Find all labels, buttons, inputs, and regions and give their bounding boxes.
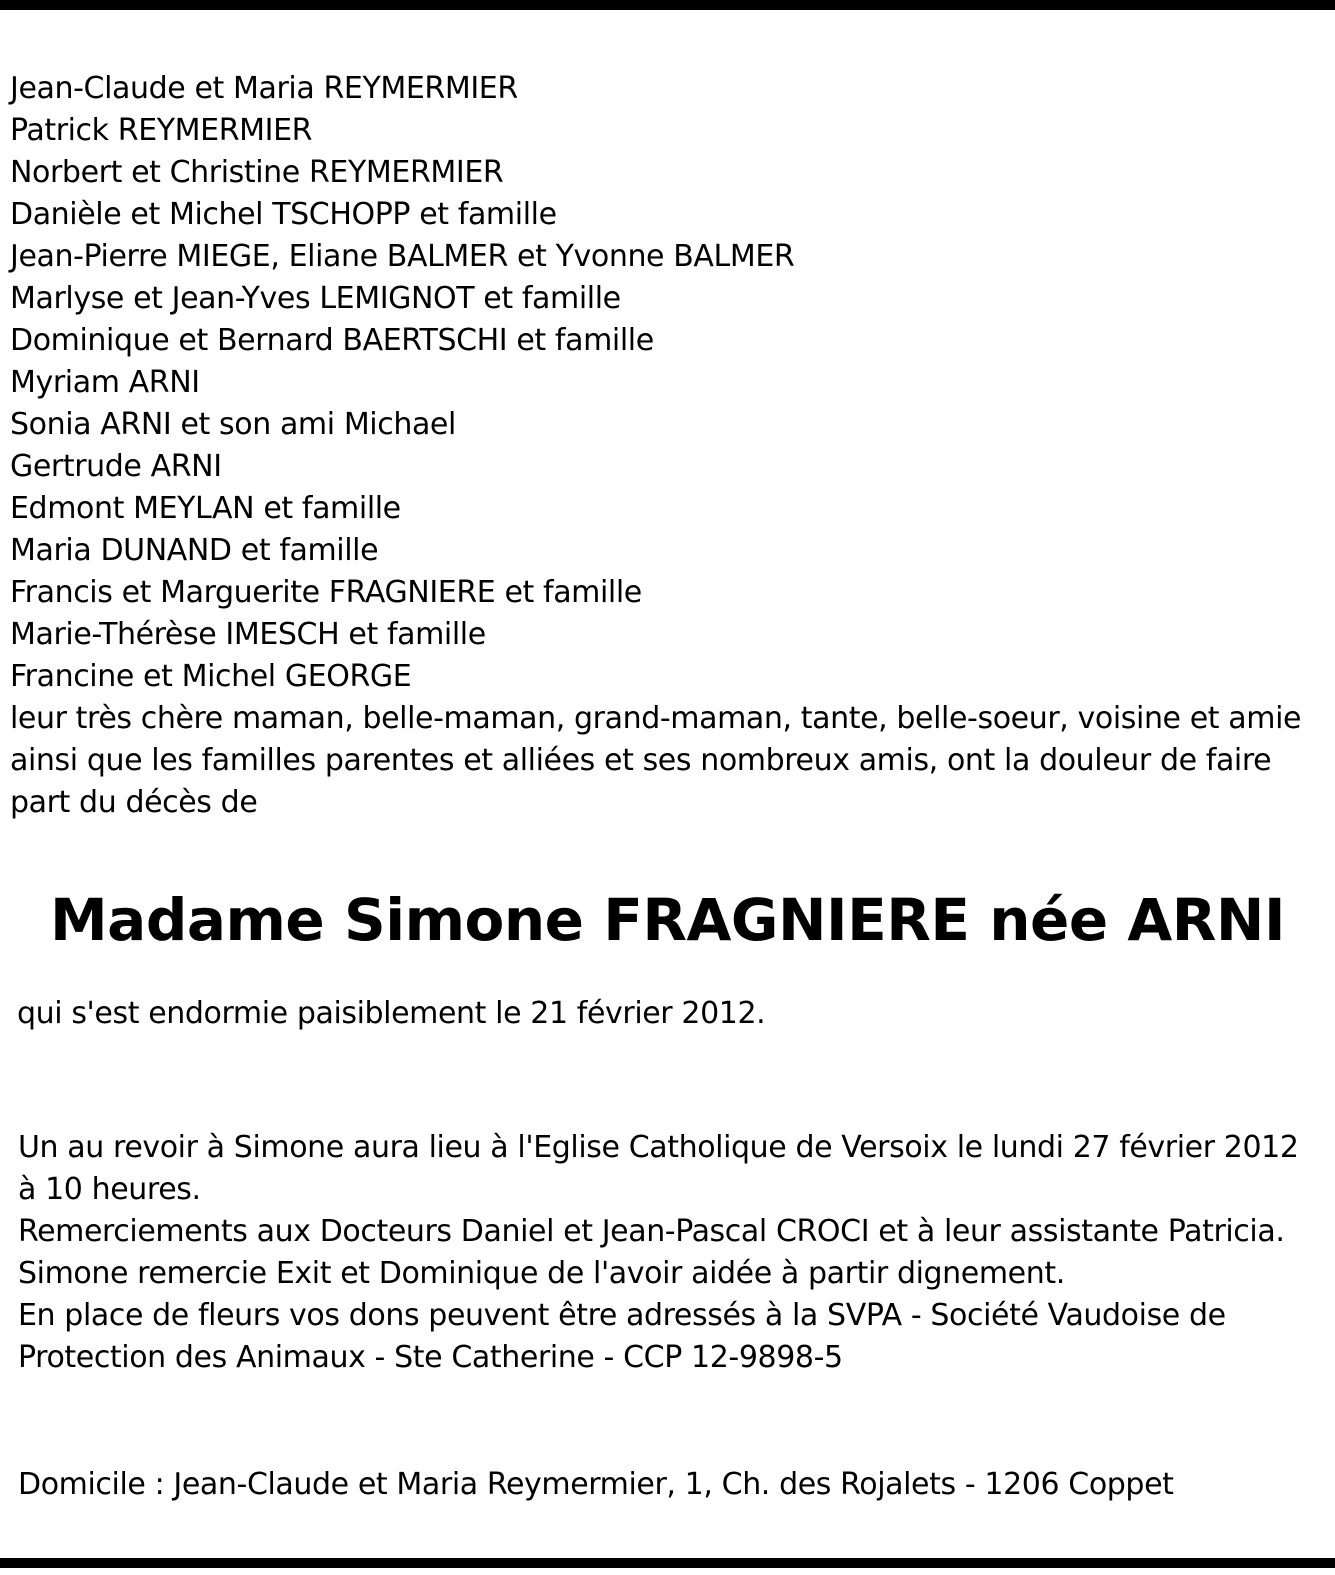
family-line: Dominique et Bernard BAERTSCHI et famille — [10, 323, 654, 358]
family-line: Myriam ARNI — [10, 365, 200, 400]
domicile-address: Domicile : Jean-Claude et Maria Reymermier, 1, Ch. des Rojalets - 1206 Coppet — [18, 1467, 1174, 1502]
family-line: Marlyse et Jean-Yves LEMIGNOT et famille — [10, 281, 621, 316]
family-line: Maria DUNAND et famille — [10, 533, 379, 568]
bottom-border-rule — [0, 1558, 1335, 1568]
family-line: Edmont MEYLAN et famille — [10, 491, 401, 526]
ceremony-details — [18, 1127, 1318, 1379]
ceremony-info: Un au revoir à Simone aura lieu à l'Eglise Catholique de Versoix le lundi 27 février 2012 à 10 heures. — [18, 1130, 1299, 1207]
family-line: Marie-Thérèse IMESCH et famille — [10, 617, 486, 652]
deceased-name-heading: Madame Simone FRAGNIERE née ARNI — [49, 886, 1286, 954]
family-line: Danièle et Michel TSCHOPP et famille — [10, 197, 557, 232]
family-list — [10, 68, 1320, 824]
thanks-doctors: Remerciements aux Docteurs Daniel et Jean-Pascal CROCI et à leur assistante Patricia. — [18, 1214, 1285, 1249]
family-line: Patrick REYMERMIER — [10, 113, 313, 148]
family-line: Jean-Claude et Maria REYMERMIER — [10, 71, 518, 106]
thanks-exit: Simone remercie Exit et Dominique de l'avoir aidée à partir dignement. — [18, 1256, 1065, 1291]
death-statement: qui s'est endormie paisiblement le 21 février 2012. — [17, 996, 766, 1031]
family-line: Jean-Pierre MIEGE, Eliane BALMER et Yvonne BALMER — [10, 239, 795, 274]
family-line: Sonia ARNI et son ami Michael — [10, 407, 456, 442]
top-border-rule — [0, 0, 1335, 10]
family-line: Gertrude ARNI — [10, 449, 222, 484]
announcement-text: leur très chère maman, belle-maman, grand-maman, tante, belle-soeur, voisine et amie ainsi que les familles parentes et alliées et ses nombreux amis, ont la douleur de faire part du décès de — [10, 701, 1302, 820]
family-line: Norbert et Christine REYMERMIER — [10, 155, 504, 190]
donations-info: En place de fleurs vos dons peuvent être adressés à la SVPA - Société Vaudoise de Protection des Animaux - Ste Catherine - CCP 12-9898-5 — [18, 1298, 1226, 1375]
family-line: Francine et Michel GEORGE — [10, 659, 412, 694]
family-line: Francis et Marguerite FRAGNIERE et famille — [10, 575, 642, 610]
